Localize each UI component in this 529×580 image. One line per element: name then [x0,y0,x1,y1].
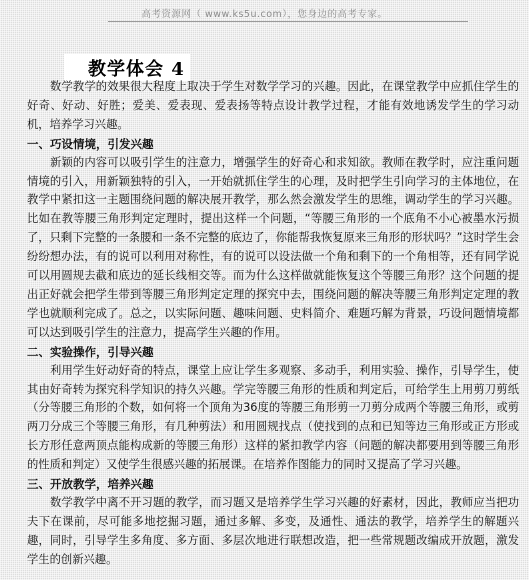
section-paragraph: 新颖的内容可以吸引学生的注意力，增强学生的好奇心和求知欲。教师在教学时，应注重问题情境的引入，用新颖独特的引入，一开始就抓住学生的心理，及时把学生引向学习的主体地位，在教学中紧扣这一主题围绕问题的解决展开教学，那么然会激发学生的思维，调动学生的学习兴趣。比如在教等腰三角形判定定理时，提出这样一个问题，“等腰三角形的一个底角不小心被墨水污损了，只剩下完整的一条腰和一条不完整的底边了，你能帮我恢复原来三角形的形状吗？”这时学生会纷纷想办法，有的说可以利用对称性，有的说可以设法做一个角和剩下的一个角相等，还有同学说可以用圆规去截和底边的延长线相交等。而为什么这样做就能恢复这个等腰三角形？这个问题的提出正好就会把学生带到等腰三角形判定定理的探究中去，围绕问题的解决等腰三角形判定定理的教学也就顺利完成了。总之，以实际问题、趣味问题、史料简介、难题巧解为背景，巧设问题情境都可以达到吸引学生的注意力，提高学生兴趣的作用。 [27,155,519,339]
header-divider [108,21,468,22]
section-paragraph: 数学教学中离不开习题的教学，而习题又是培养学生学习兴趣的好素材，因此，教师应当把功夫下在课前，尽可能多地挖掘习题，通过多解、多变，及通性、通法的教学，培养学生的解题兴趣，同时，引导学生多角度、多方面、多层次地进行联想改造，把一些常规题改编成开放题，激发学生的创新兴趣。 [27,495,519,566]
section-heading: 二、实验操作，引导兴趣 [27,344,154,359]
section-heading: 一、巧设情境，引发兴趣 [27,136,154,151]
document-body [27,78,519,570]
intro-paragraph: 数学教学的效果很大程度上取决于学生对数学学习的兴趣。因此，在课堂教学中应抓住学生的好奇、好动、好胜；爱美、爱表现、爱表扬等特点设计教学过程，才能有效地诱发学生的学习动机，培养学习兴趣。 [27,80,519,131]
section-heading: 三、开放教学，培养兴趣 [27,477,154,492]
page-title: 教学体会 4 [88,59,185,80]
section-paragraph: 利用学生好动好奇的特点，课堂上应让学生多观察、多动手，利用实验、操作，引导学生，使其由好奇转为探究科学知识的持久兴趣。学完等腰三角形的性质和判定后，可给学生上用剪刀剪纸（分等腰三角形的个数，如何将一个顶角为36度的等腰三角形剪一刀剪分成两个等腰三角形，或剪两刀分成三个等腰三角形，有几种剪法）和用圆规找点（使找到的点和已知等边三角形或正方形或长方形任意两顶点能构成新的等腰三角形）这样的紧扣教学内容（问题的解决都要用到等腰三角形的性质和判定）又使学生很感兴趣的拓展课。在培养作图能力的同时又提高了学习兴趣。 [27,363,519,472]
page-header: 高考资源网（ www.ks5u.com），您身边的高考专家。 [141,9,388,20]
